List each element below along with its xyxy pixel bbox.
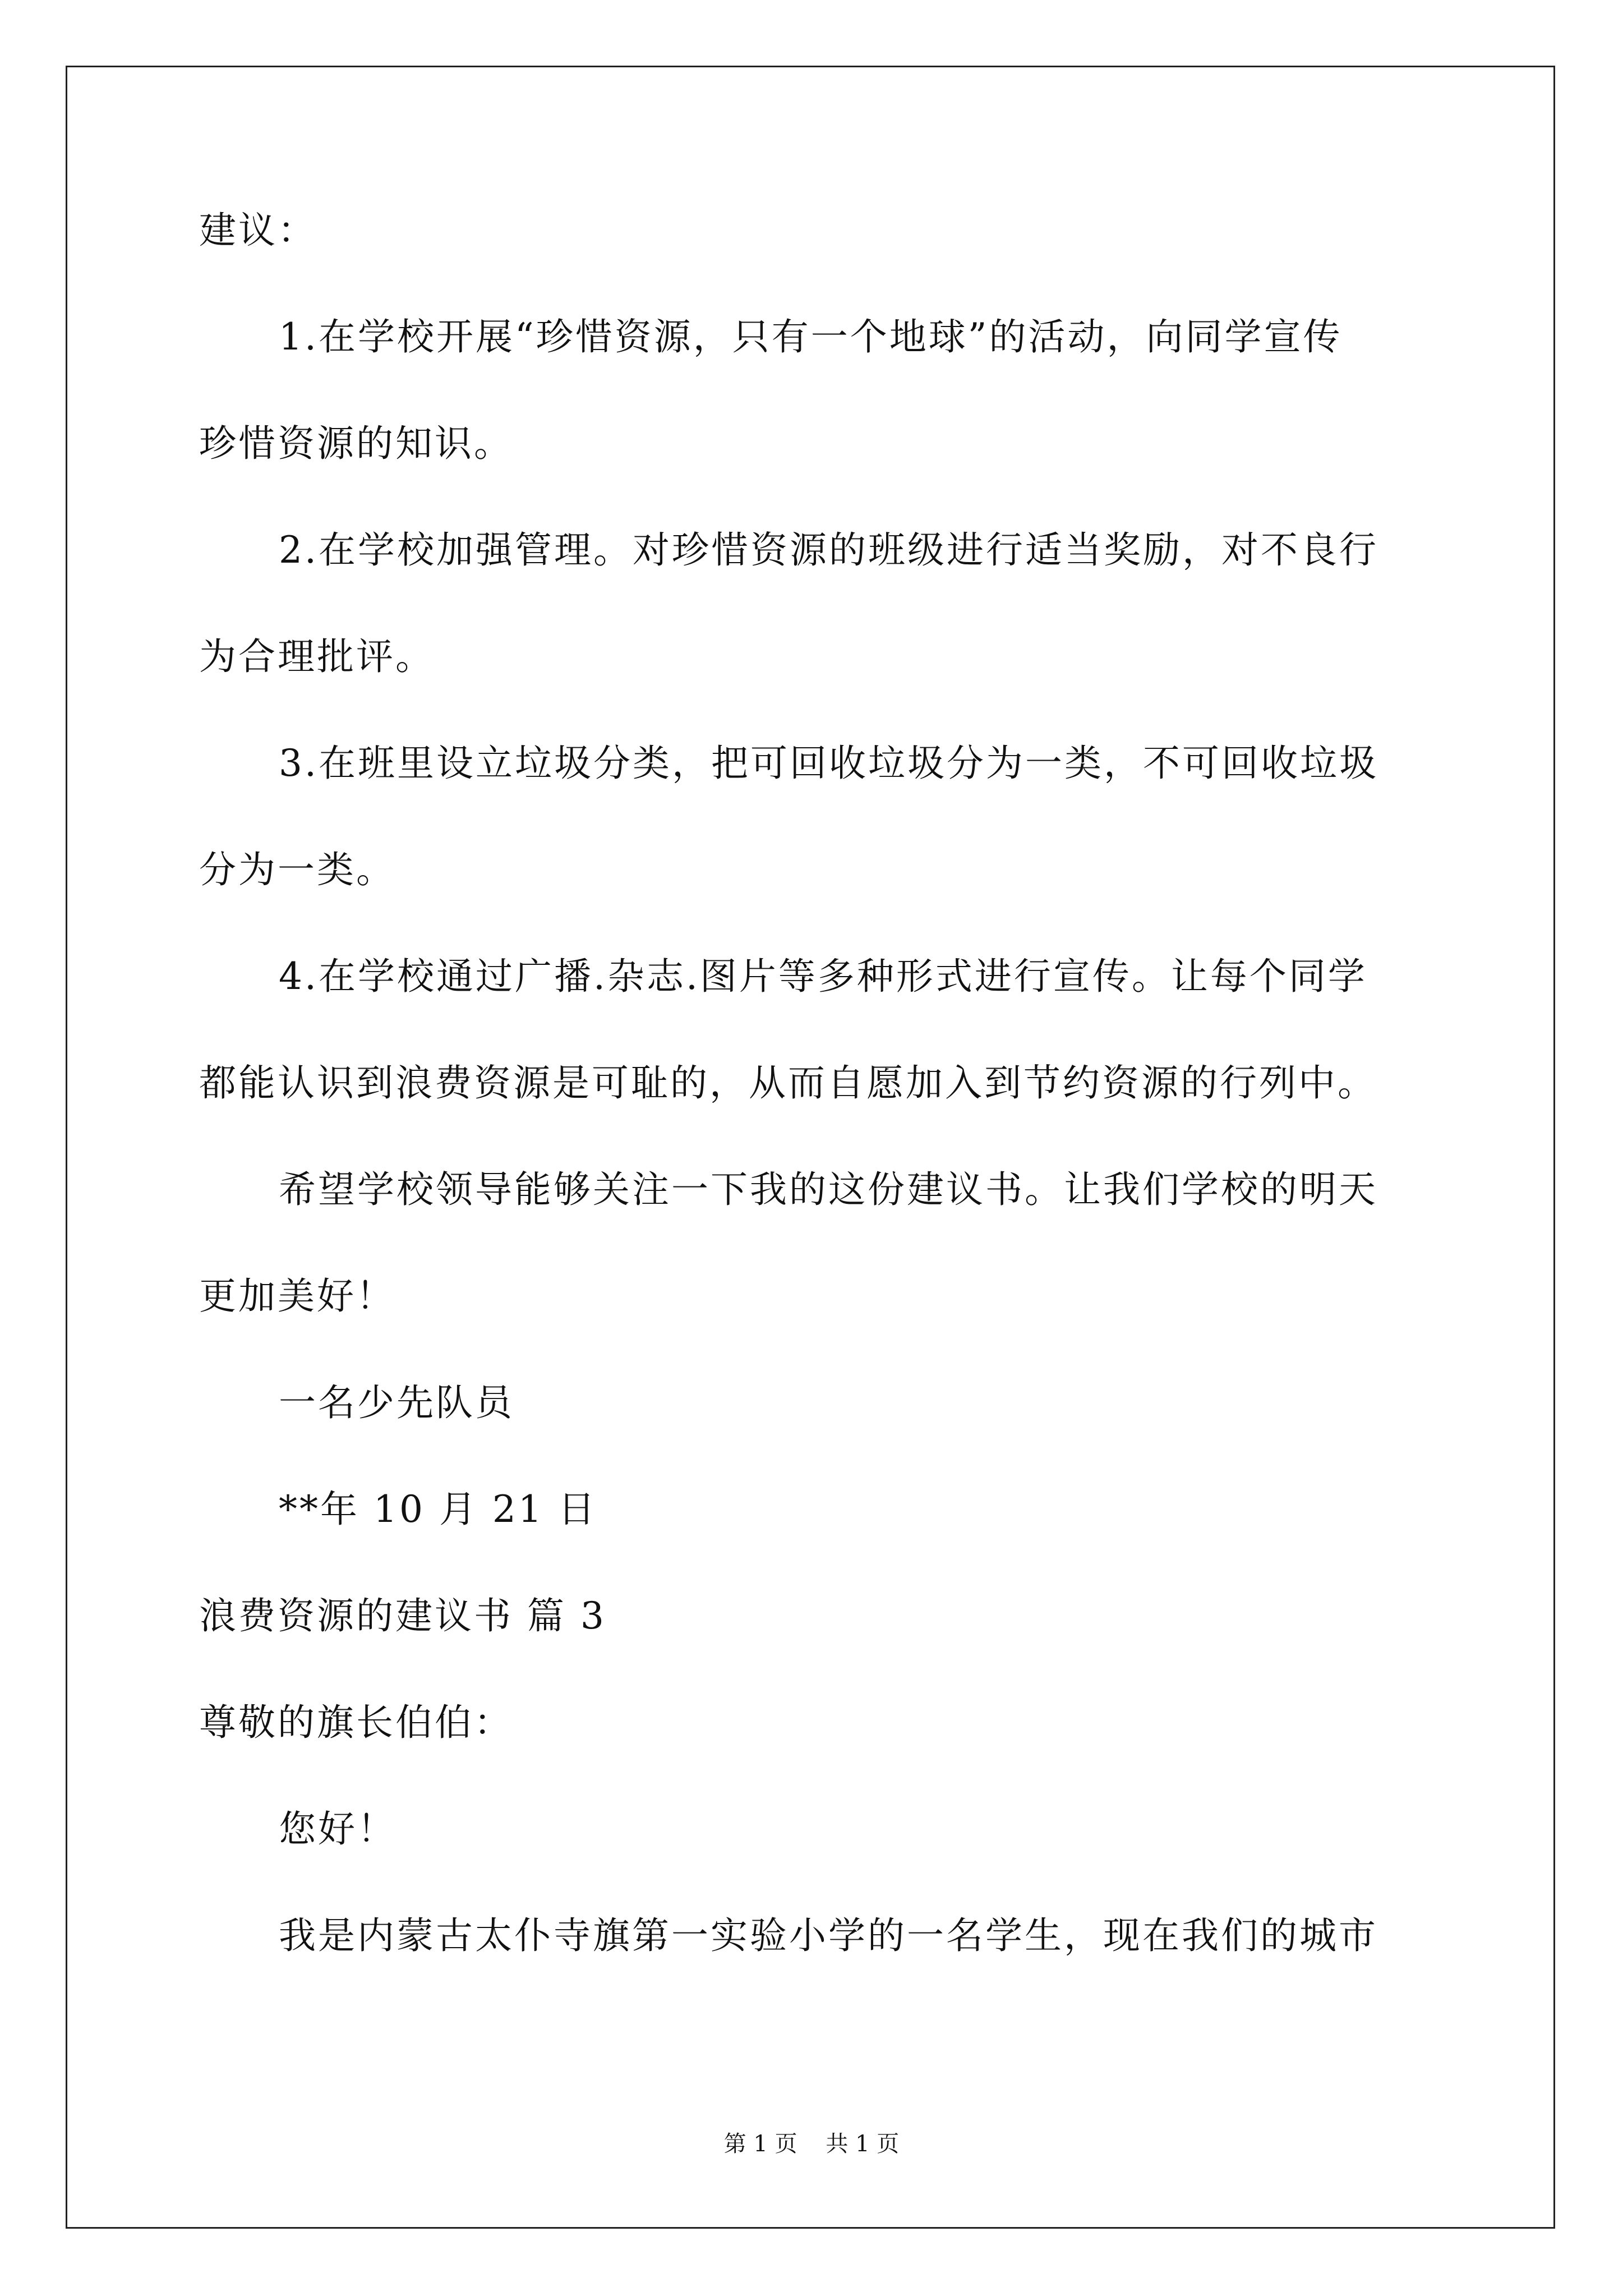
signature-line: 一名少先队员 xyxy=(279,1381,514,1424)
text-line: 2.在学校加强管理。对珍惜资源的班级进行适当奖励，对不良行 xyxy=(279,528,1378,572)
text-line: 都能认识到浪费资源是可耻的，从而自愿加入到节约资源的行列中。 xyxy=(199,1061,1377,1105)
section-heading: 浪费资源的建议书 篇 3 xyxy=(199,1594,606,1637)
text-line: 分为一类。 xyxy=(199,848,395,891)
text-line: 4.在学校通过广播.杂志.图片等多种形式进行宣传。让每个同学 xyxy=(279,955,1367,998)
text-line: 3.在班里设立垃圾分类，把可回收垃圾分为一类，不可回收垃圾 xyxy=(279,742,1378,785)
date-line: **年 10 月 21 日 xyxy=(279,1488,597,1531)
text-line: 更加美好！ xyxy=(199,1274,395,1318)
greeting: 您好！ xyxy=(279,1807,396,1851)
text-line: 建议： xyxy=(199,209,317,252)
text-line: 1.在学校开展“珍惜资源，只有一个地球”的活动，向同学宣传 xyxy=(279,315,1343,358)
text-line: 珍惜资源的知识。 xyxy=(199,422,513,465)
text-line: 希望学校领导能够关注一下我的这份建议书。让我们学校的明天 xyxy=(279,1168,1378,1211)
text-line: 我是内蒙古太仆寺旗第一实验小学的一名学生，现在我们的城市 xyxy=(279,1914,1378,1957)
text-line: 为合理批评。 xyxy=(199,635,435,678)
salutation: 尊敬的旗长伯伯： xyxy=(199,1701,513,1744)
document-body xyxy=(199,209,1433,1957)
page-footer: 第 1 页 共 1 页 xyxy=(723,2131,900,2157)
